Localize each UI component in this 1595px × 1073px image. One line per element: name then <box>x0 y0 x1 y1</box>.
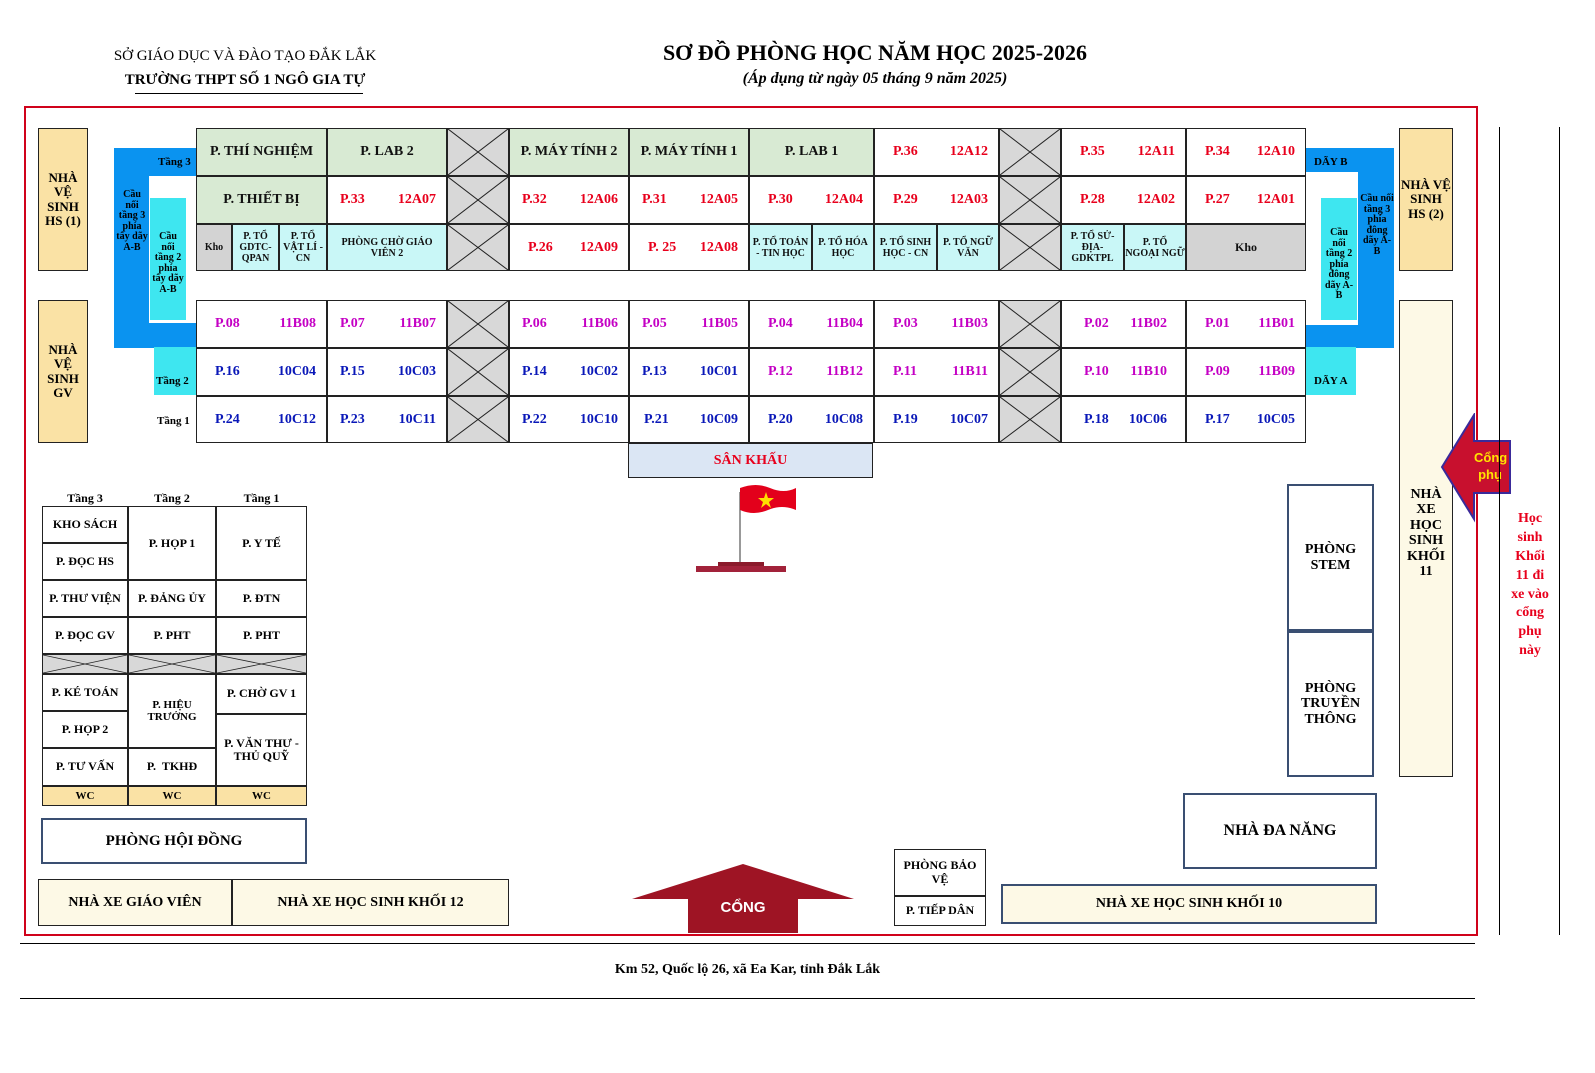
room-number: P.18 <box>1084 411 1109 427</box>
room-p03 <box>874 300 999 348</box>
class-name: 12A03 <box>949 192 988 208</box>
room-thu-vien: P. THƯ VIỆN <box>42 580 128 617</box>
room-to-hoa: P. TỔ HÓA HỌC <box>812 224 874 271</box>
room-p20 <box>749 396 874 443</box>
room-p21 <box>629 396 749 443</box>
stair-b-e-t2 <box>999 176 1061 224</box>
room-number: P.24 <box>215 411 240 427</box>
room-number: P.07 <box>340 316 365 332</box>
stair-a-w-t1 <box>447 396 509 443</box>
room-p30 <box>749 176 874 224</box>
room-p14 <box>509 348 629 396</box>
room-to-ngoai-ngu: P. TỔ NGOẠI NGỮ <box>1124 224 1186 271</box>
room-pht-t2: P. PHT <box>128 617 216 654</box>
class-name: 12A08 <box>699 239 738 255</box>
bridge-east3-label: Cầu nối tầng 3 phía đông dãy A-B <box>1360 193 1394 257</box>
class-name: 11B04 <box>826 316 863 332</box>
room-number: P.02 <box>1084 316 1109 332</box>
class-name: 11B07 <box>399 316 436 332</box>
road-line-1 <box>1499 127 1500 935</box>
stair-b-w-t2 <box>447 176 509 224</box>
room-p05 <box>629 300 749 348</box>
footer-address: Km 52, Quốc lộ 26, xã Ea Kar, tỉnh Đắk Lắk <box>614 962 881 977</box>
stair-a-e-t1 <box>999 396 1061 443</box>
room-tiep-dan: P. TIẾP DÂN <box>894 896 986 926</box>
room-kho-west: Kho <box>196 224 232 271</box>
toilet-gv: NHÀ VỆ SINH GV <box>38 300 88 443</box>
room-may-tinh1: P. MÁY TÍNH 1 <box>629 128 749 176</box>
room-hoi-dong: PHÒNG HỘI ĐỒNG <box>41 818 307 864</box>
room-number: P.21 <box>644 411 669 427</box>
class-name: 10C01 <box>699 364 738 380</box>
class-name: 10C09 <box>699 411 738 427</box>
stair-b-e-t3 <box>999 128 1061 176</box>
parking-k10: NHÀ XE HỌC SINH KHỐI 10 <box>1001 884 1377 924</box>
school-underline <box>135 93 363 94</box>
toilet-hs1: NHÀ VỆ SINH HS (1) <box>38 128 88 271</box>
room-number: P.09 <box>1205 364 1230 380</box>
class-name: 10C05 <box>1256 411 1295 427</box>
room-hop1: P. HỌP 1 <box>128 506 216 580</box>
room-p36 <box>874 128 999 176</box>
room-y-te: P. Y TẾ <box>216 506 307 580</box>
room-number: P.04 <box>768 316 793 332</box>
side-gate-label: Cổng phụ <box>1474 450 1508 482</box>
room-p08 <box>196 300 327 348</box>
class-name: 10C03 <box>397 364 436 380</box>
room-lab2: P. LAB 2 <box>327 128 447 176</box>
room-pht-t1: P. PHT <box>216 617 307 654</box>
room-number: P.20 <box>768 411 793 427</box>
room-thiet-bi: P. THIẾT BỊ <box>196 176 327 224</box>
room-number: P.03 <box>893 316 918 332</box>
room-truyen-thong: PHÒNG TRUYỀN THÔNG <box>1287 631 1374 777</box>
room-doc-gv: P. ĐỌC GV <box>42 617 128 654</box>
room-to-vat-li: P. TỔ VẬT LÍ - CN <box>279 224 327 271</box>
parking-k11: NHÀ XE HỌC SINH KHỐI 11 <box>1399 300 1453 777</box>
room-p12 <box>749 348 874 396</box>
stair-a-e-t3 <box>999 300 1061 348</box>
class-name: 12A05 <box>699 192 738 208</box>
room-p06 <box>509 300 629 348</box>
stair-b-e-t1 <box>999 224 1061 271</box>
class-name: 10C02 <box>579 364 618 380</box>
main-gate-label: CỔNG <box>720 899 766 916</box>
bridge-west2-label: Cầu nối tầng 2 phía tây dãy A-B <box>152 231 184 295</box>
wc-3: WC <box>216 786 307 806</box>
room-p33 <box>327 176 447 224</box>
room-number: P.30 <box>768 192 793 208</box>
room-thi-nghiem: P. THÍ NGHIỆM <box>196 128 327 176</box>
room-may-tinh2: P. MÁY TÍNH 2 <box>509 128 629 176</box>
bridge-east2b-shape <box>1306 347 1356 395</box>
class-name: 10C06 <box>1128 411 1167 427</box>
room-number: P.31 <box>642 192 667 208</box>
room-number: P.29 <box>893 192 918 208</box>
room-stem: PHÒNG STEM <box>1287 484 1374 631</box>
room-dtn: P. ĐTN <box>216 580 307 617</box>
class-name: 10C08 <box>824 411 863 427</box>
room-p25 <box>629 224 749 271</box>
stair-b-w-t1 <box>447 224 509 271</box>
stair-admin-2 <box>128 654 216 674</box>
room-p24 <box>196 396 327 443</box>
room-number: P.35 <box>1080 144 1105 160</box>
side-gate-note: Học sinh Khối 11 đi xe vào cổng phụ này <box>1511 511 1549 659</box>
page-title: SƠ ĐỒ PHÒNG HỌC NĂM HỌC 2025-2026 <box>662 40 1088 65</box>
room-number: P.01 <box>1205 316 1230 332</box>
room-p15 <box>327 348 447 396</box>
room-to-sinh: P. TỔ SINH HỌC - CN <box>874 224 937 271</box>
admin-head-t2: Tầng 2 <box>154 491 190 505</box>
room-p18 <box>1061 396 1186 443</box>
row-label-day-b: DÃY B <box>1314 156 1348 168</box>
class-name: 12A04 <box>824 192 863 208</box>
class-name: 11B03 <box>951 316 988 332</box>
parking-gv: NHÀ XE GIÁO VIÊN <box>38 879 232 926</box>
room-tkhd: P. TKHĐ <box>128 748 216 786</box>
room-to-gdtc: P. TỔ GDTC-QPAN <box>232 224 279 271</box>
room-p16 <box>196 348 327 396</box>
room-p29 <box>874 176 999 224</box>
room-p02 <box>1061 300 1186 348</box>
room-ke-toan: P. KÉ TOÁN <box>42 674 128 711</box>
floor-label-t1-a: Tầng 1 <box>157 415 190 427</box>
class-name: 11B12 <box>826 364 863 380</box>
admin-head-t1: Tầng 1 <box>243 491 280 505</box>
room-number: P.10 <box>1084 364 1109 380</box>
room-number: P.05 <box>642 316 667 332</box>
room-to-su-dia: P. TỔ SỬ-ĐỊA-GDKTPL <box>1061 224 1124 271</box>
room-hieu-truong: P. HIỆU TRƯỞNG <box>128 674 216 748</box>
room-dang-uy: P. ĐẢNG ỦY <box>128 580 216 617</box>
stair-a-w-t3 <box>447 300 509 348</box>
class-name: 11B08 <box>279 316 316 332</box>
room-p10 <box>1061 348 1186 396</box>
parking-k12: NHÀ XE HỌC SINH KHỐI 12 <box>232 879 509 926</box>
stair-admin-1 <box>42 654 128 674</box>
room-number: P.27 <box>1205 192 1230 208</box>
room-number: P.22 <box>522 411 547 427</box>
class-name: 10C04 <box>277 364 316 380</box>
room-p22 <box>509 396 629 443</box>
room-p09 <box>1186 348 1306 396</box>
room-p32 <box>509 176 629 224</box>
class-name: 10C10 <box>579 411 618 427</box>
room-number: P.36 <box>893 144 918 160</box>
room-number: P.06 <box>522 316 547 332</box>
dept-name: SỞ GIÁO DỤC VÀ ĐÀO TẠO ĐẮK LẮK <box>113 48 377 64</box>
room-number: P.19 <box>893 411 918 427</box>
page-subtitle: (Áp dụng từ ngày 05 tháng 9 năm 2025) <box>742 70 1008 87</box>
room-cho-gv1: P. CHỜ GV 1 <box>216 674 307 714</box>
wc-1: WC <box>42 786 128 806</box>
room-number: P.33 <box>340 192 365 208</box>
room-p19 <box>874 396 999 443</box>
wc-2: WC <box>128 786 216 806</box>
room-number: P.34 <box>1205 144 1230 160</box>
room-p04 <box>749 300 874 348</box>
room-p07 <box>327 300 447 348</box>
admin-head-t3: Tầng 3 <box>67 491 103 505</box>
room-tu-van: P. TƯ VẤN <box>42 748 128 786</box>
room-cho-gv2: PHÒNG CHỜ GIÁO VIÊN 2 <box>327 224 447 271</box>
room-number: P.14 <box>522 364 547 380</box>
room-p11 <box>874 348 999 396</box>
room-to-toan: P. TỔ TOÁN - TIN HỌC <box>749 224 812 271</box>
class-name: 12A10 <box>1256 144 1295 160</box>
room-p34 <box>1186 128 1306 176</box>
stair-b-w-t3 <box>447 128 509 176</box>
bridge-east2-label: Cầu nối tầng 2 phía đông dãy A-B <box>1324 227 1354 301</box>
floor-label-t3-b: Tầng 3 <box>158 156 191 168</box>
class-name: 11B10 <box>1130 364 1167 380</box>
class-name: 11B01 <box>1258 316 1295 332</box>
class-name: 11B02 <box>1130 316 1167 332</box>
class-name: 12A06 <box>579 192 618 208</box>
room-p27 <box>1186 176 1306 224</box>
class-name: 11B11 <box>952 364 988 380</box>
room-p17 <box>1186 396 1306 443</box>
room-number: P.26 <box>528 239 553 255</box>
room-number: P.32 <box>522 192 547 208</box>
room-number: P.28 <box>1080 192 1105 208</box>
school-name: TRƯỜNG THPT SỐ 1 NGÔ GIA TỰ <box>124 72 366 88</box>
class-name: 10C11 <box>398 411 436 427</box>
room-number: P.08 <box>215 316 240 332</box>
room-p35 <box>1061 128 1186 176</box>
room-lab1: P. LAB 1 <box>749 128 874 176</box>
room-number: P.16 <box>215 364 240 380</box>
class-name: 11B09 <box>1258 364 1295 380</box>
room-p23 <box>327 396 447 443</box>
footer-line-bottom <box>20 998 1475 999</box>
room-to-ngu-van: P. TỔ NGỮ VĂN <box>937 224 999 271</box>
class-name: 12A11 <box>1137 144 1175 160</box>
class-name: 10C07 <box>949 411 988 427</box>
stair-a-w-t2 <box>447 348 509 396</box>
class-name: 12A12 <box>949 144 988 160</box>
flag-icon <box>690 480 800 580</box>
room-p31 <box>629 176 749 224</box>
room-number: P.23 <box>340 411 365 427</box>
class-name: 12A01 <box>1256 192 1295 208</box>
class-name: 10C12 <box>277 411 316 427</box>
toilet-hs2: NHÀ VỆ SINH HS (2) <box>1399 128 1453 271</box>
class-name: 11B06 <box>581 316 618 332</box>
room-p01 <box>1186 300 1306 348</box>
room-number: P.13 <box>642 364 667 380</box>
stair-a-e-t2 <box>999 348 1061 396</box>
class-name: 12A02 <box>1136 192 1175 208</box>
room-doc-hs: P. ĐỌC HS <box>42 543 128 580</box>
room-bao-ve: PHÒNG BẢO VỆ <box>894 849 986 896</box>
road-line-2 <box>1559 127 1560 935</box>
floor-label-t2-a: Tầng 2 <box>156 375 189 387</box>
room-number: P.12 <box>768 364 793 380</box>
room-number: P.15 <box>340 364 365 380</box>
room-p28 <box>1061 176 1186 224</box>
stage: SÂN KHẤU <box>628 443 873 478</box>
class-name: 11B05 <box>701 316 738 332</box>
class-name: 12A09 <box>579 239 618 255</box>
bridge-west3-label: Cầu nối tầng 3 phía tây dãy A-B <box>116 189 148 253</box>
row-label-day-a: DÃY A <box>1314 375 1348 387</box>
room-da-nang: NHÀ ĐA NĂNG <box>1183 793 1377 869</box>
footer-line-top <box>20 943 1475 944</box>
class-name: 12A07 <box>397 192 436 208</box>
room-van-thu: P. VĂN THƯ - THỦ QUỸ <box>216 714 307 786</box>
room-number: P.11 <box>893 364 917 380</box>
bridge-west2b-shape <box>154 347 196 395</box>
room-kho-sach: KHO SÁCH <box>42 506 128 543</box>
room-kho-east: Kho <box>1186 224 1306 271</box>
room-p26 <box>509 224 629 271</box>
room-hop2: P. HỌP 2 <box>42 711 128 748</box>
room-number: P.17 <box>1205 411 1230 427</box>
room-p13 <box>629 348 749 396</box>
room-number: P. 25 <box>648 239 677 255</box>
stair-admin-3 <box>216 654 307 674</box>
